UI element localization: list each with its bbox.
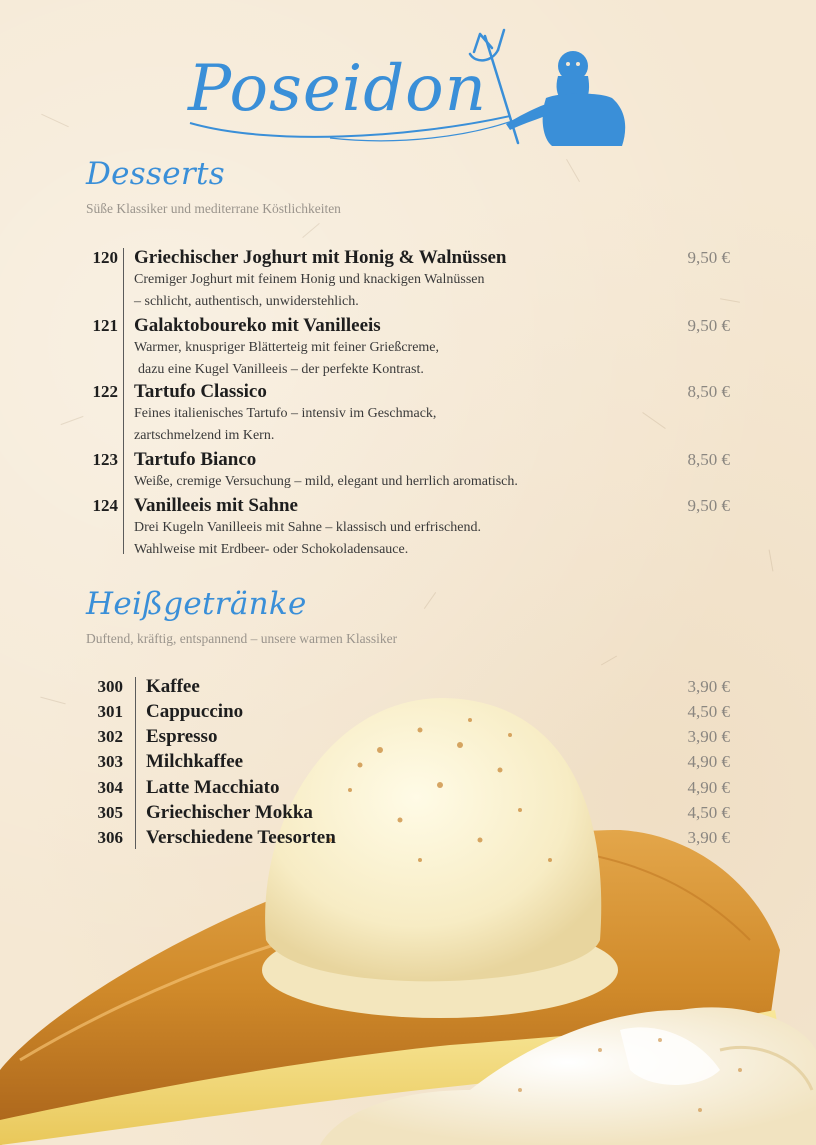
- item-price: 3,90 €: [687, 677, 730, 696]
- item-name: Galaktoboureko mit Vanilleeis: [134, 315, 381, 336]
- item-price: 9,50 €: [687, 248, 730, 267]
- poseidon-logo: [180, 28, 640, 153]
- item-name: Verschiedene Teesorten: [146, 827, 336, 848]
- item-name: Griechischer Mokka: [146, 802, 313, 823]
- desserts-divider: [123, 248, 124, 554]
- menu-item: [86, 751, 730, 775]
- description-line: Weiße, cremige Versuchung – mild, elegant und herrlich aromatisch.: [134, 474, 518, 489]
- logo-wordmark: Poseidon: [188, 52, 487, 126]
- item-number: 122: [92, 382, 118, 401]
- item-number: 120: [92, 248, 118, 267]
- item-number: 302: [97, 727, 123, 746]
- item-name: Tartufo Classico: [134, 381, 267, 402]
- item-number: 123: [92, 450, 118, 469]
- description-line: zartschmelzend im Kern.: [134, 428, 275, 443]
- description-line: Warmer, knuspriger Blätterteig mit feiner Grießcreme,: [134, 340, 440, 355]
- item-number: 121: [92, 316, 118, 335]
- menu-item: [86, 827, 730, 851]
- item-name: Vanilleeis mit Sahne: [134, 495, 298, 516]
- item-price: 4,50 €: [687, 702, 730, 721]
- description-line: Drei Kugeln Vanilleeis mit Sahne – klassisch und erfrischend.: [134, 520, 481, 535]
- menu-item: [86, 701, 730, 725]
- item-number: 124: [92, 496, 118, 515]
- item-price: 4,50 €: [687, 803, 730, 822]
- desserts-title: Desserts: [86, 156, 225, 192]
- item-price: 9,50 €: [687, 316, 730, 335]
- item-name: Tartufo Bianco: [134, 449, 257, 470]
- item-name: Milchkaffee: [146, 751, 244, 772]
- item-description: [134, 517, 481, 561]
- description-line: Feines italienisches Tartufo – intensiv im Geschmack,: [134, 406, 437, 421]
- item-number: 300: [97, 677, 123, 696]
- hot-drinks-subtitle: Duftend, kräftig, entspannend – unsere warmen Klassiker: [86, 631, 398, 646]
- hot-drinks-title: Heißgetränke: [86, 586, 307, 622]
- item-name: Griechischer Joghurt mit Honig & Walnüssen: [134, 247, 507, 268]
- menu-item: [86, 676, 730, 700]
- item-description: [134, 471, 518, 493]
- description-line: dazu eine Kugel Vanilleeis – der perfekte Kontrast.: [138, 362, 424, 377]
- item-number: 304: [97, 778, 123, 797]
- item-description: [134, 269, 485, 313]
- item-name: Espresso: [146, 726, 218, 747]
- menu-item: [86, 802, 730, 826]
- item-description: [134, 337, 439, 381]
- item-price: 3,90 €: [687, 828, 730, 847]
- menu-item: [86, 777, 730, 801]
- item-price: 4,90 €: [687, 752, 730, 771]
- item-description: [134, 403, 436, 447]
- item-number: 306: [97, 828, 123, 847]
- item-price: 3,90 €: [687, 727, 730, 746]
- item-price: 8,50 €: [687, 382, 730, 401]
- item-price: 8,50 €: [687, 450, 730, 469]
- poseidon-figure-icon: [506, 51, 625, 146]
- menu-item: [86, 726, 730, 750]
- item-price: 9,50 €: [687, 496, 730, 515]
- item-number: 303: [97, 752, 123, 771]
- item-number: 301: [97, 702, 123, 721]
- description-line: Cremiger Joghurt mit feinem Honig und knackigen Walnüssen: [134, 272, 485, 287]
- item-name: Kaffee: [146, 676, 200, 697]
- item-name: Latte Macchiato: [146, 777, 280, 798]
- item-price: 4,90 €: [687, 778, 730, 797]
- item-number: 305: [97, 803, 123, 822]
- desserts-subtitle: Süße Klassiker und mediterrane Köstlichkeiten: [86, 201, 341, 216]
- description-line: Wahlweise mit Erdbeer- oder Schokoladensauce.: [134, 542, 409, 557]
- description-line: – schlicht, authentisch, unwiderstehlich.: [134, 294, 359, 309]
- item-name: Cappuccino: [146, 701, 244, 722]
